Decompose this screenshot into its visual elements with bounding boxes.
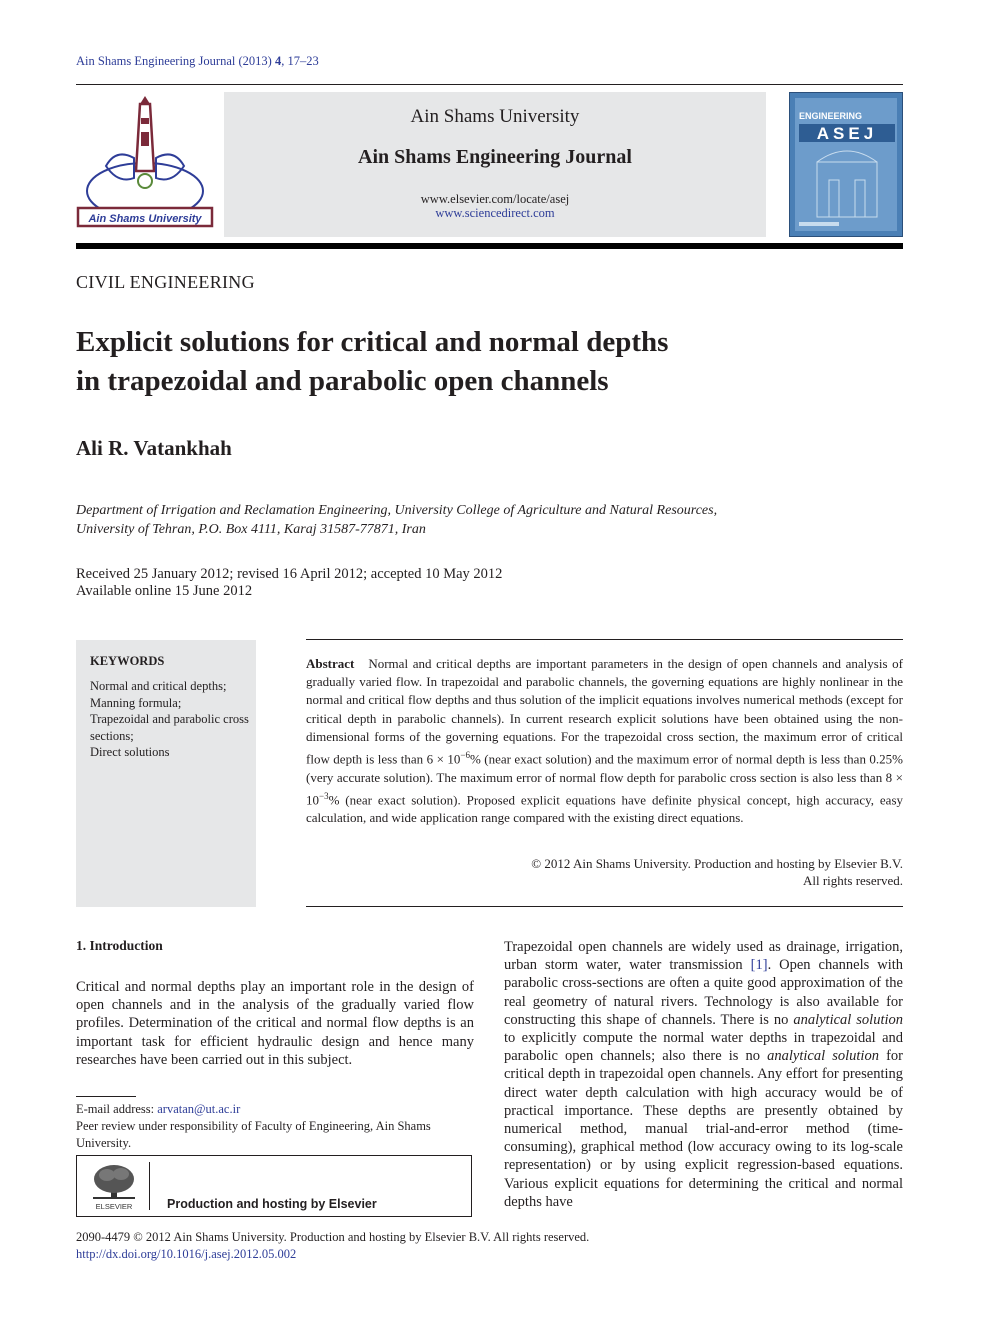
- elsevier-divider: [149, 1162, 150, 1210]
- logo-caption: Ain Shams University: [88, 213, 202, 225]
- keyword-item: Manning formula;: [90, 695, 182, 710]
- journal-url[interactable]: www.elsevier.com/locate/asej: [420, 192, 570, 206]
- keyword-item: Direct solutions: [90, 745, 170, 759]
- journal-name: Ain Shams Engineering Journal: [358, 146, 632, 168]
- author-name: Ali R. Vatankhah: [76, 436, 232, 460]
- elsevier-wordmark: ELSEVIER: [95, 1202, 133, 1211]
- article-dates: [76, 566, 502, 600]
- footnotes: [76, 1101, 474, 1152]
- abstract-exponent-2: −3: [319, 790, 329, 801]
- doi-link[interactable]: http://dx.doi.org/10.1016/j.asej.2012.05.002: [76, 1246, 297, 1261]
- peer-review-note: Peer review under responsibility of Faculty of Engineering, Ain Shams University.: [76, 1119, 431, 1150]
- introduction-paragraph-2: [504, 938, 903, 1211]
- article-title: [76, 323, 836, 401]
- footnote-rule: [76, 1096, 136, 1097]
- section-label: CIVIL ENGINEERING: [76, 272, 255, 292]
- introduction-heading: 1. Introduction: [76, 938, 163, 953]
- col2-italic-2: analytical solution: [767, 1048, 879, 1065]
- cover-title: ENGINEERING: [799, 111, 863, 121]
- abstract-top-rule: [306, 639, 903, 640]
- email-footnote: [76, 1101, 474, 1118]
- copyright-line-1: © 2012 Ain Shams University. Production and hosting by Elsevier B.V.: [531, 856, 903, 871]
- issn-copyright: 2090-4479 © 2012 Ain Shams University. Production and hosting by Elsevier B.V. All rights reserved.: [76, 1230, 590, 1244]
- abstract-copyright: [306, 856, 903, 889]
- top-divider: [76, 84, 903, 85]
- keyword-item: Normal and critical depths;: [90, 679, 227, 693]
- col2-text-b: . Open channels with parabolic cross-sections are often a quite good approximation of the real geometry of natural rivers. Technology is also available for constructing this shape of channels. There is no: [504, 957, 904, 1028]
- affiliation-line-1: Department of Irrigation and Reclamation Engineering, University College of Agriculture and Natural Resources,: [76, 503, 718, 518]
- available-online: Available online 15 June 2012: [76, 583, 253, 599]
- email-link[interactable]: arvatan@ut.ac.ir: [157, 1102, 241, 1116]
- journal-banner: [224, 92, 766, 237]
- abstract: [306, 655, 903, 827]
- keywords-list: [90, 678, 252, 761]
- affiliation-line-2: University of Tehran, P.O. Box 4111, Karaj 31587-77871, Iran: [76, 522, 426, 537]
- title-line-2: in trapezoidal and parabolic open channels: [76, 365, 609, 397]
- abstract-exponent-1: −6: [460, 750, 470, 761]
- elsevier-box: [76, 1155, 472, 1217]
- elsevier-logo: [87, 1161, 143, 1211]
- introduction-paragraph-1: Critical and normal depths play an important role in the design of open channels and in the analysis of the gradually varied flow profiles. Determination of the critical and normal flow depths is an important task for efficient hydraulic design and hence many researches have been carried out in this subject.: [76, 979, 474, 1068]
- col2-text-a: Trapezoidal open channels are widely used as drainage, irrigation, urban storm water, water transmission: [504, 939, 903, 974]
- university-name: Ain Shams University: [410, 106, 580, 127]
- header-thick-divider: [76, 243, 903, 249]
- page-footer: [76, 1229, 589, 1262]
- citation-pages: , 17–23: [281, 54, 319, 68]
- received-dates: Received 25 January 2012; revised 16 April 2012; accepted 10 May 2012: [76, 566, 503, 582]
- copyright-line-2: All rights reserved.: [802, 872, 903, 888]
- keywords-heading: KEYWORDS: [90, 654, 165, 668]
- title-line-1: Explicit solutions for critical and normal depths: [76, 326, 669, 358]
- abstract-text-1: Normal and critical depths are important parameters in the design of open channels and analysis of gradually varied flow. In trapezoidal and parabolic channels, the governing equations are highly nonlinear in the normal and critical flow depths and thus solution of the implicit equations involves numerical methods (except for critical depth in parabolic channels). In current research explicit solutions have been obtained using the non-dimensional forms of the governing equations. For the trapezoidal cross section, the maximum error of critical flow depth is less than 6 × 10: [306, 656, 903, 767]
- abstract-text-3: % (near exact solution). Proposed explicit equations have definite physical concept, high accuracy, easy calculation, and wide application range compared with the existing direct equations.: [306, 792, 903, 826]
- affiliation: [76, 501, 876, 539]
- citation-volume: 4: [274, 54, 282, 68]
- abstract-text-2: % (near exact solution) and the maximum error of normal depth is less than 0.25% (very accurate solution). The maximum error of normal flow depth for parabolic cross section is also less than 8 × 10: [306, 751, 903, 808]
- abstract-label: Abstract: [306, 656, 355, 671]
- sciencedirect-link[interactable]: www.sciencedirect.com: [435, 206, 555, 220]
- journal-cover: [789, 92, 903, 237]
- reference-link[interactable]: [1]: [750, 957, 768, 974]
- abstract-bottom-rule: [306, 906, 903, 907]
- col2-italic-1: analytical solution: [793, 1011, 904, 1028]
- keyword-item: Trapezoidal and parabolic cross sections;: [90, 712, 249, 743]
- col2-text-d: for critical depth in trapezoidal open channels. Any effort for presenting direct water depth calculation with high accuracy would be of practical importance. These depths are presently obtained by numerical method, manual trial-and-error method (time-consuming), graphical method (low accuracy owing to its log-scale representation) or by using explicit regression-based equations. Various explicit equations for determining the critical and normal depths have: [504, 1048, 903, 1210]
- university-logo: [76, 96, 214, 230]
- citation-journal: Ain Shams Engineering Journal (2013): [76, 54, 272, 68]
- elsevier-hosting-text: Production and hosting by Elsevier: [167, 1197, 377, 1211]
- journal-citation: [76, 54, 319, 69]
- email-label: E-mail address:: [76, 1102, 158, 1116]
- col2-text-c: to explicitly compute the normal water depths in trapezoidal and parabolic open channels; also there is no: [504, 1030, 903, 1065]
- keywords-box: [76, 640, 256, 907]
- cover-brand: ASEJ: [816, 124, 878, 143]
